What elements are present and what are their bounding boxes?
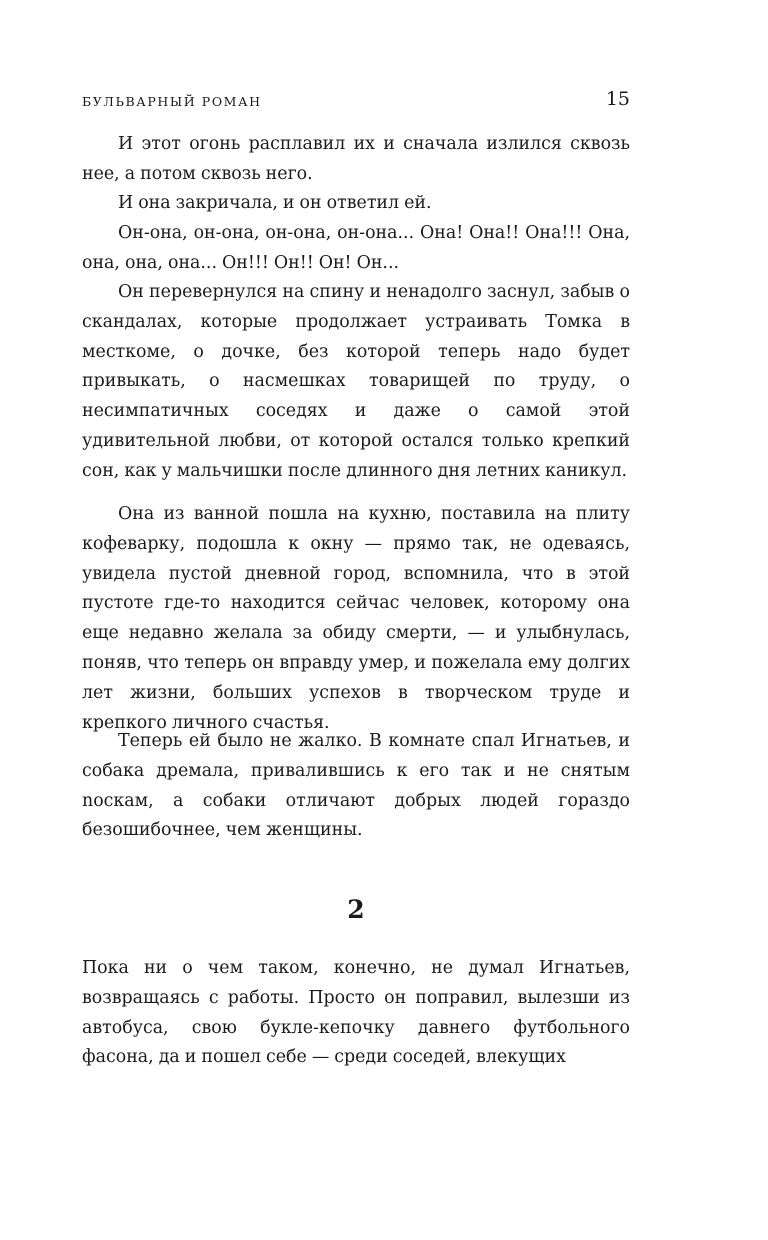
- running-title: БУЛЬВАРНЫЙ РОМАН: [82, 94, 262, 109]
- paragraph-2: И она закричала, и он ответил ей.: [118, 193, 432, 213]
- paragraph-4: Он перевернулся на спину и ненадолго заснул, забыв о скандалах, которые продолжает устраивать Томка в месткоме, о дочке, без которой теперь надо будет привыкать, о насмешках товарищей по труду, о несимпатичных соседях и даже о самой этой удивительной любви, от которой остался только крепкий сон, как у мальчишки после длинного дня летних каникул.: [82, 282, 630, 481]
- chapter-first-paragraph: Пока ни о чем таком, конечно, не думал Игнатьев, возвращаясь с работы. Просто он поправил, вылезши из автобуса, свою букле-кепочку давнего футбольного фасона, да и пошел себе — среди соседей, влекущих: [82, 958, 630, 1068]
- running-header: [82, 88, 630, 116]
- paragraph-1: И этот огонь расплавил их и сначала излился сквозь нее, а потом сквозь него.: [82, 134, 630, 184]
- chapter-number: 2: [347, 895, 365, 924]
- paragraph-5: Она из ванной пошла на кухню, поставила на плиту кофеварку, подошла к окну — прямо так, не одеваясь, увидела пустой дневной город, вспомнила, что в этой пустоте где-то находится сейчас человек, которому она еще недавно желала за обиду смерти, — и улыбнулась, поняв, что теперь он вправду умер, и пожелала ему долгих лет жизни, больших успехов в творческом труде и крепкого личного счастья.: [82, 504, 630, 733]
- paragraph-6: Теперь ей было не жалко. В комнате спал Игнатьев, и собака дремала, привалившись к его так и не снятым noскам, а собаки отличают добрых людей гораздо безошибочнее, чем женщины.: [82, 731, 630, 841]
- paragraph-3: Он-она, он-она, он-она, он-она... Она! Она!! Она!!! Она, она, она, она... Он!!! Он!! Он! Он...: [82, 223, 630, 273]
- page-number: 15: [605, 88, 630, 110]
